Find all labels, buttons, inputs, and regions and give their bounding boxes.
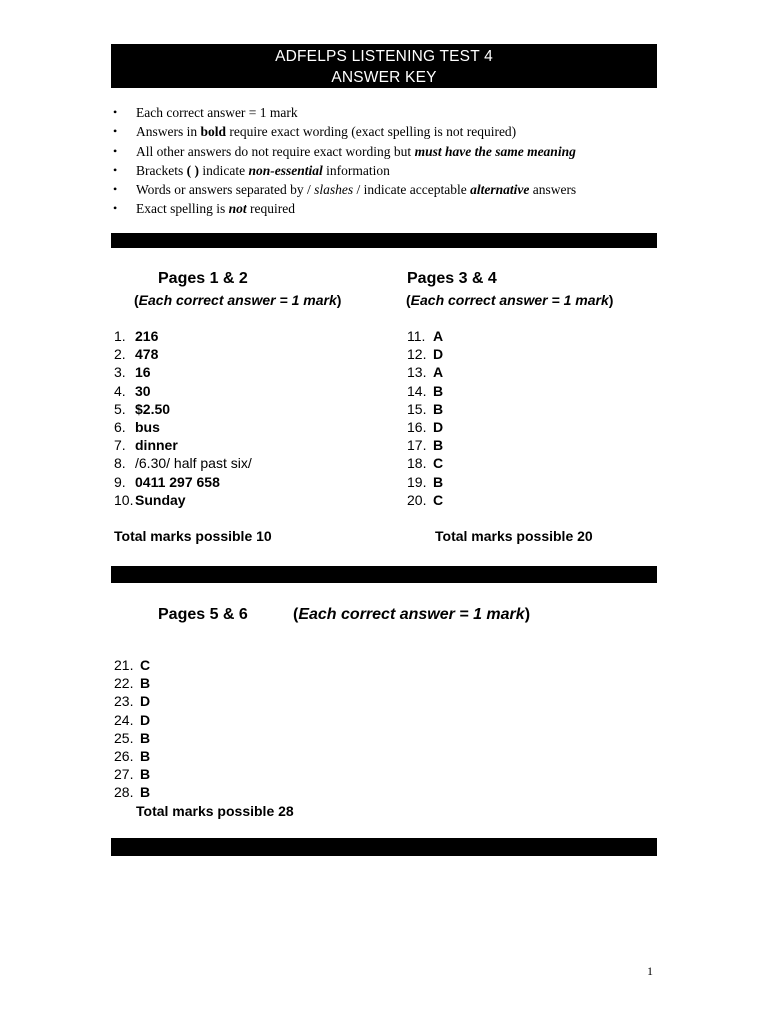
question-number: 7. xyxy=(114,437,126,454)
answer-item xyxy=(114,711,150,729)
question-number: 27. xyxy=(114,766,134,783)
question-number: 12. xyxy=(407,346,427,363)
question-number: 26. xyxy=(114,747,134,764)
rule-text: answers xyxy=(529,182,577,198)
rule-text: All other answers do not require exact wording but xyxy=(136,143,415,159)
rule-text: Words or answers separated by / xyxy=(136,182,315,198)
question-number: 21. xyxy=(114,657,134,673)
answer-value: D xyxy=(433,418,444,435)
rule-text: indicate xyxy=(198,162,249,178)
answer-value: 16 xyxy=(135,364,151,381)
answer-value: B xyxy=(140,675,151,692)
total-marks-10: Total marks possible 10 xyxy=(114,528,272,544)
section-heading-pages-3-4: Pages 3 & 4 xyxy=(407,270,497,287)
answer-item xyxy=(407,491,443,509)
rule-text: Each correct answer = 1 mark xyxy=(136,105,298,120)
question-number: 1. xyxy=(114,328,126,344)
answer-item xyxy=(407,363,443,381)
rule-text: information xyxy=(322,162,390,178)
bullet-icon: • xyxy=(113,124,118,139)
question-number: 25. xyxy=(114,729,134,746)
answer-list-pages-3-4 xyxy=(407,327,443,509)
answer-item xyxy=(114,345,252,363)
question-number: 4. xyxy=(114,382,126,399)
rule-text: must have the same meaning xyxy=(414,143,576,159)
bullet-icon: • xyxy=(113,201,118,216)
answer-value: B xyxy=(433,437,444,454)
section-heading-pages-1-2: Pages 1 & 2 xyxy=(158,270,248,287)
title-banner xyxy=(111,44,657,88)
section-subheading: (Each correct answer = 1 mark) xyxy=(293,606,531,623)
answer-list-pages-1-2 xyxy=(114,327,252,509)
question-number: 13. xyxy=(407,364,427,381)
question-number: 19. xyxy=(407,473,427,490)
total-marks-20: Total marks possible 20 xyxy=(435,528,593,544)
answer-value: B xyxy=(140,766,151,783)
question-number: 15. xyxy=(407,400,427,417)
section-subheading: (Each correct answer = 1 mark) xyxy=(406,292,614,308)
question-number: 16. xyxy=(407,418,427,435)
answer-item xyxy=(114,382,252,400)
answer-item xyxy=(114,473,252,491)
answer-value: B xyxy=(140,729,151,746)
bullet-icon: • xyxy=(113,143,118,158)
rule-text: non-essential xyxy=(248,162,323,178)
answer-item xyxy=(114,454,252,472)
answer-value: C xyxy=(433,491,444,508)
rule-text: Brackets xyxy=(136,162,187,178)
rule-text: alternative xyxy=(470,182,530,198)
answer-item xyxy=(407,400,443,418)
marking-rules-list xyxy=(112,103,576,219)
answer-value: D xyxy=(140,711,151,728)
answer-item xyxy=(114,729,150,747)
question-number: 6. xyxy=(114,418,126,435)
divider-bar xyxy=(111,233,657,248)
rule-text: require exact wording (exact spelling is not required) xyxy=(226,124,517,140)
rule-text: bold xyxy=(200,124,227,140)
answer-value: A xyxy=(433,364,444,381)
rule-item xyxy=(112,122,576,141)
divider-bar xyxy=(111,566,657,583)
answer-value: B xyxy=(433,473,444,490)
question-number: 17. xyxy=(407,437,427,454)
question-number: 14. xyxy=(407,382,427,399)
question-number: 23. xyxy=(114,693,134,710)
rule-item xyxy=(112,103,576,122)
answer-item xyxy=(114,400,252,418)
answer-item xyxy=(407,382,443,400)
question-number: 3. xyxy=(114,364,126,381)
answer-item xyxy=(114,418,252,436)
question-number: 18. xyxy=(407,455,427,472)
bullet-icon: • xyxy=(113,162,118,177)
answer-item xyxy=(114,491,252,509)
answer-value: C xyxy=(140,657,151,673)
rule-text: Answers in xyxy=(136,124,201,140)
rule-text: / indicate acceptable xyxy=(353,182,471,198)
answer-value: B xyxy=(140,784,151,801)
bullet-icon: • xyxy=(113,105,118,119)
answer-item xyxy=(114,327,252,345)
answer-value: C xyxy=(433,455,444,472)
answer-item xyxy=(114,692,150,710)
rule-item xyxy=(112,161,576,180)
answer-value: B xyxy=(433,382,444,399)
section-subheading: (Each correct answer = 1 mark) xyxy=(134,292,342,308)
rule-text: Exact spelling is xyxy=(136,201,229,217)
document-title: ADFELPS LISTENING TEST 4 xyxy=(275,48,493,65)
bullet-icon: • xyxy=(113,182,118,197)
answer-item xyxy=(114,436,252,454)
rule-item xyxy=(112,142,576,161)
total-marks-28: Total marks possible 28 xyxy=(136,803,294,819)
question-number: 24. xyxy=(114,711,134,728)
answer-item xyxy=(114,747,150,765)
answer-item xyxy=(407,327,443,345)
answer-value: D xyxy=(140,693,151,710)
question-number: 2. xyxy=(114,346,126,363)
answer-value: B xyxy=(140,747,151,764)
question-number: 8. xyxy=(114,455,126,472)
answer-value: 0411 297 658 xyxy=(135,473,220,490)
answer-item xyxy=(407,454,443,472)
rule-text: required xyxy=(246,201,295,217)
answer-value: D xyxy=(433,346,444,363)
rule-item xyxy=(112,199,576,218)
answer-value: bus xyxy=(135,418,160,435)
answer-value: 478 xyxy=(135,346,159,363)
document-subtitle: ANSWER KEY xyxy=(331,69,437,86)
answer-value: B xyxy=(433,400,444,417)
answer-value: $2.50 xyxy=(135,400,171,417)
answer-item xyxy=(114,783,150,801)
question-number: 22. xyxy=(114,675,134,692)
answer-item xyxy=(114,656,150,674)
answer-item xyxy=(114,363,252,381)
rule-text: ( ) xyxy=(186,162,199,178)
answer-value: 216 xyxy=(135,328,159,344)
question-number: 28. xyxy=(114,784,134,801)
section-heading-pages-5-6: Pages 5 & 6 xyxy=(158,606,248,623)
question-number: 9. xyxy=(114,473,126,490)
question-number: 20. xyxy=(407,491,427,508)
divider-bar xyxy=(111,838,657,856)
rule-item xyxy=(112,180,576,199)
answer-item xyxy=(407,418,443,436)
answer-value: 30 xyxy=(135,382,151,399)
answer-value: Sunday xyxy=(135,491,186,508)
question-number: 10. xyxy=(114,491,134,508)
answer-item xyxy=(114,674,150,692)
answer-item xyxy=(114,765,150,783)
rule-text: not xyxy=(228,201,247,217)
rule-text: slashes xyxy=(314,182,354,198)
answer-list-pages-5-6 xyxy=(114,656,150,802)
question-number: 11. xyxy=(407,328,426,344)
answer-item xyxy=(407,473,443,491)
answer-value: /6.30/ half past six/ xyxy=(135,455,252,472)
answer-value: A xyxy=(433,328,444,344)
question-number: 5. xyxy=(114,400,126,417)
answer-item xyxy=(407,436,443,454)
answer-value: dinner xyxy=(135,437,178,454)
page-number: 1 xyxy=(647,964,653,978)
answer-item xyxy=(407,345,443,363)
